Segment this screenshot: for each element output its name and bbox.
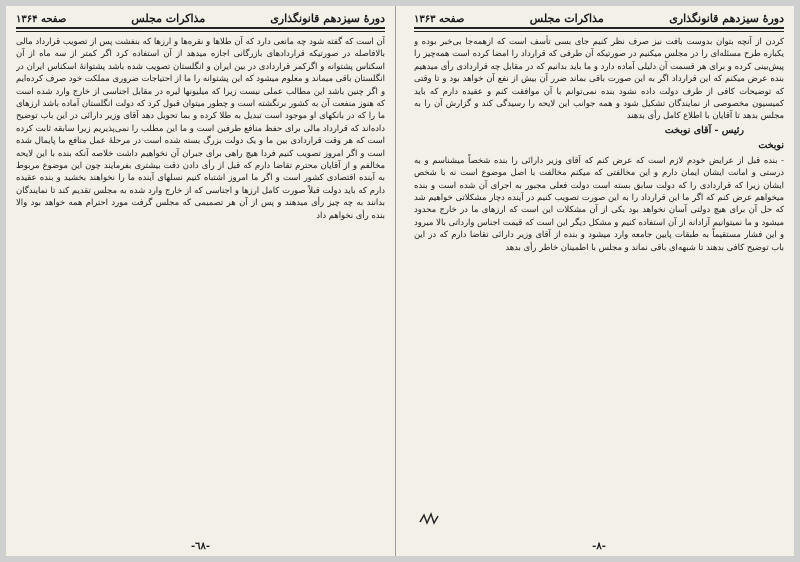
speaker-heading-chair: رئیس - آقای نوبخت <box>664 124 744 136</box>
left-page <box>6 6 396 556</box>
right-page-content <box>414 35 784 535</box>
right-header-rule <box>414 31 784 32</box>
right-page-body-top: کردن از آنچه بتوان بدوست بافت نیز صرف نظر کنیم جای بسی تأسف است که ازهمه‌جا بی‌خبر بوده و یکباره طرح مسئله‌ای را در مجلس میکنیم در صورتیکه آن طرفی که قرارداد را امضا کرده است همه‌چیز را پیش‌بینی کرده و برای هر قسمت آن دلیلی آماده دارد و ما باید بدانیم که در مقابل چه قراردادی رأی میدهیم بنده عرض میکنم که این قرارداد اگر به این صورت باقی بماند ضرر آن بیش از نفع آن خواهد بود و تا وقتی که توضیحات کافی از طرف دولت داده نشود بنده نمی‌توانم با آن موافقت کنم و عقیده دارم که باید کمیسیون مخصوصی از نمایندگان تشکیل شود و همه جوانب این لایحه را رسیدگی کند و گزارش آن را به مجلس بدهد تا آقایان با اطلاع کامل رأی بدهند <box>414 36 784 121</box>
right-page <box>404 6 794 556</box>
right-header-right: صفحه ۱۳۶۳ <box>414 14 465 25</box>
left-header-left: صفحه ۱۳۶۴ <box>16 14 67 25</box>
book-spread <box>6 6 794 556</box>
speaker-heading-nobakht: نوبخت <box>758 139 784 151</box>
left-page-body: آن است که گفته شود چه مانعی دارد که آن طلاها و نقره‌ها و ارزها که بنفشت پس از تصویب قرارداد مالی بالافاصله در صورتیکه قراردادهای بازرگانی اجازه میدهد از آن استفاده کرد اگر کمتر از سه ماه از آن اسکناس پشتوانه و اگرکمر قراردادی در بین ایران و انگلستان تصویب شده باشد پشتوانهٔ اسکناس ایران در انگلستان باقی میماند و معلوم میشود که این پشتوانه را ما از احتیاجات ضروری مملکت خود صرف کرده‌ایم و اگر چنین باشد این مطالب عملی نیست زیرا که میلیونها لیره در مقابل اجناسی از خارج وارد شده است که هنوز منفعت آن به کشور برنگشته است و چطور میتوان قبول کرد که دولت انگلستان آماده باشد ارزهای ما را که در بانکهای او موجود است تبدیل به طلا کرده و بما تحویل دهد آقای وزیر دارائی در این باب توضیح داده‌اند که قرارداد مالی برای حفظ منافع طرفین است و ما این مطلب را نمی‌پذیریم زیرا سابقه ثابت کرده است که هر وقت قراردادی بین ما و یک دولت بزرگ بسته شده است در مرحلهٔ عمل منافع ما پایمال شده است و اگر امروز تصویب کنیم فردا هیچ راهی برای جبران آن نخواهیم داشت خلاصه آنکه بنده با این لایحه مخالفم و از آقایان محترم تقاضا دارم که قبل از رأی دادن دقت بیشتری بفرمایند چون این موضوع مربوط به آینده اقتصادی کشور است و اگر ما امروز اشتباه کنیم نسلهای آینده ما را نخواهند بخشید و بنده عقیده دارم که باید دولت قبلاً صورت کامل ارزها و اجناسی که از خارج وارد شده به مجلس تقدیم کند تا نمایندگان بدانند به چه چیز رأی میدهند و پس از آن هر تصمیمی که مجلس گرفت مورد احترام همه خواهد بود والا بنده رأی نخواهم داد <box>16 36 385 220</box>
right-header-left: دورهٔ سیزدهم قانونگذاری <box>669 12 784 25</box>
right-page-header <box>414 12 784 29</box>
right-header-center: مذاکرات مجلس <box>529 12 604 25</box>
right-page-number: -٨- <box>592 541 606 552</box>
left-header-right: دورهٔ سیزدهم قانونگذاری <box>270 12 385 25</box>
left-header-rule <box>16 31 385 32</box>
right-page-body-bottom: - بنده قبل از عرایض خودم لازم است که عرض کنم که آقای وزیر دارائی را بنده شخصاً میشناسم و به درستی و امانت ایشان ایمان دارم و این مخالفتی که میکنم مخالفت با اصل موضوع است نه با شخص ایشان زیرا که قراردادی را که دولت سابق بسته است دولت فعلی مجبور به اجرای آن شده است و بنده میخواهم عرض کنم که اگر ما این قرارداد را به این صورت تصویب کنیم در آینده دچار مشکلاتی خواهیم شد که حل آن برای هیچ دولتی آسان نخواهد بود یکی از آن مشکلات این است که ارزهای ما در خارج محدود میشود و ما نمیتوانیم آزادانه از آن استفاده کنیم و مشکل دیگر این است که قیمت اجناس وارداتی بالا میرود و این فشار مستقیماً به طبقات پایین جامعه وارد میشود و بنده از آقای وزیر دارائی تقاضا دارم که در این باب توضیح کافی بدهند تا شبهه‌ای باقی نماند و مجلس با اطمینان خاطر رأی بدهد <box>414 154 784 252</box>
handwritten-mark-icon <box>418 512 440 526</box>
left-page-header <box>16 12 385 29</box>
left-page-number: -٦٨- <box>190 541 211 552</box>
left-header-center: مذاکرات مجلس <box>131 12 206 25</box>
